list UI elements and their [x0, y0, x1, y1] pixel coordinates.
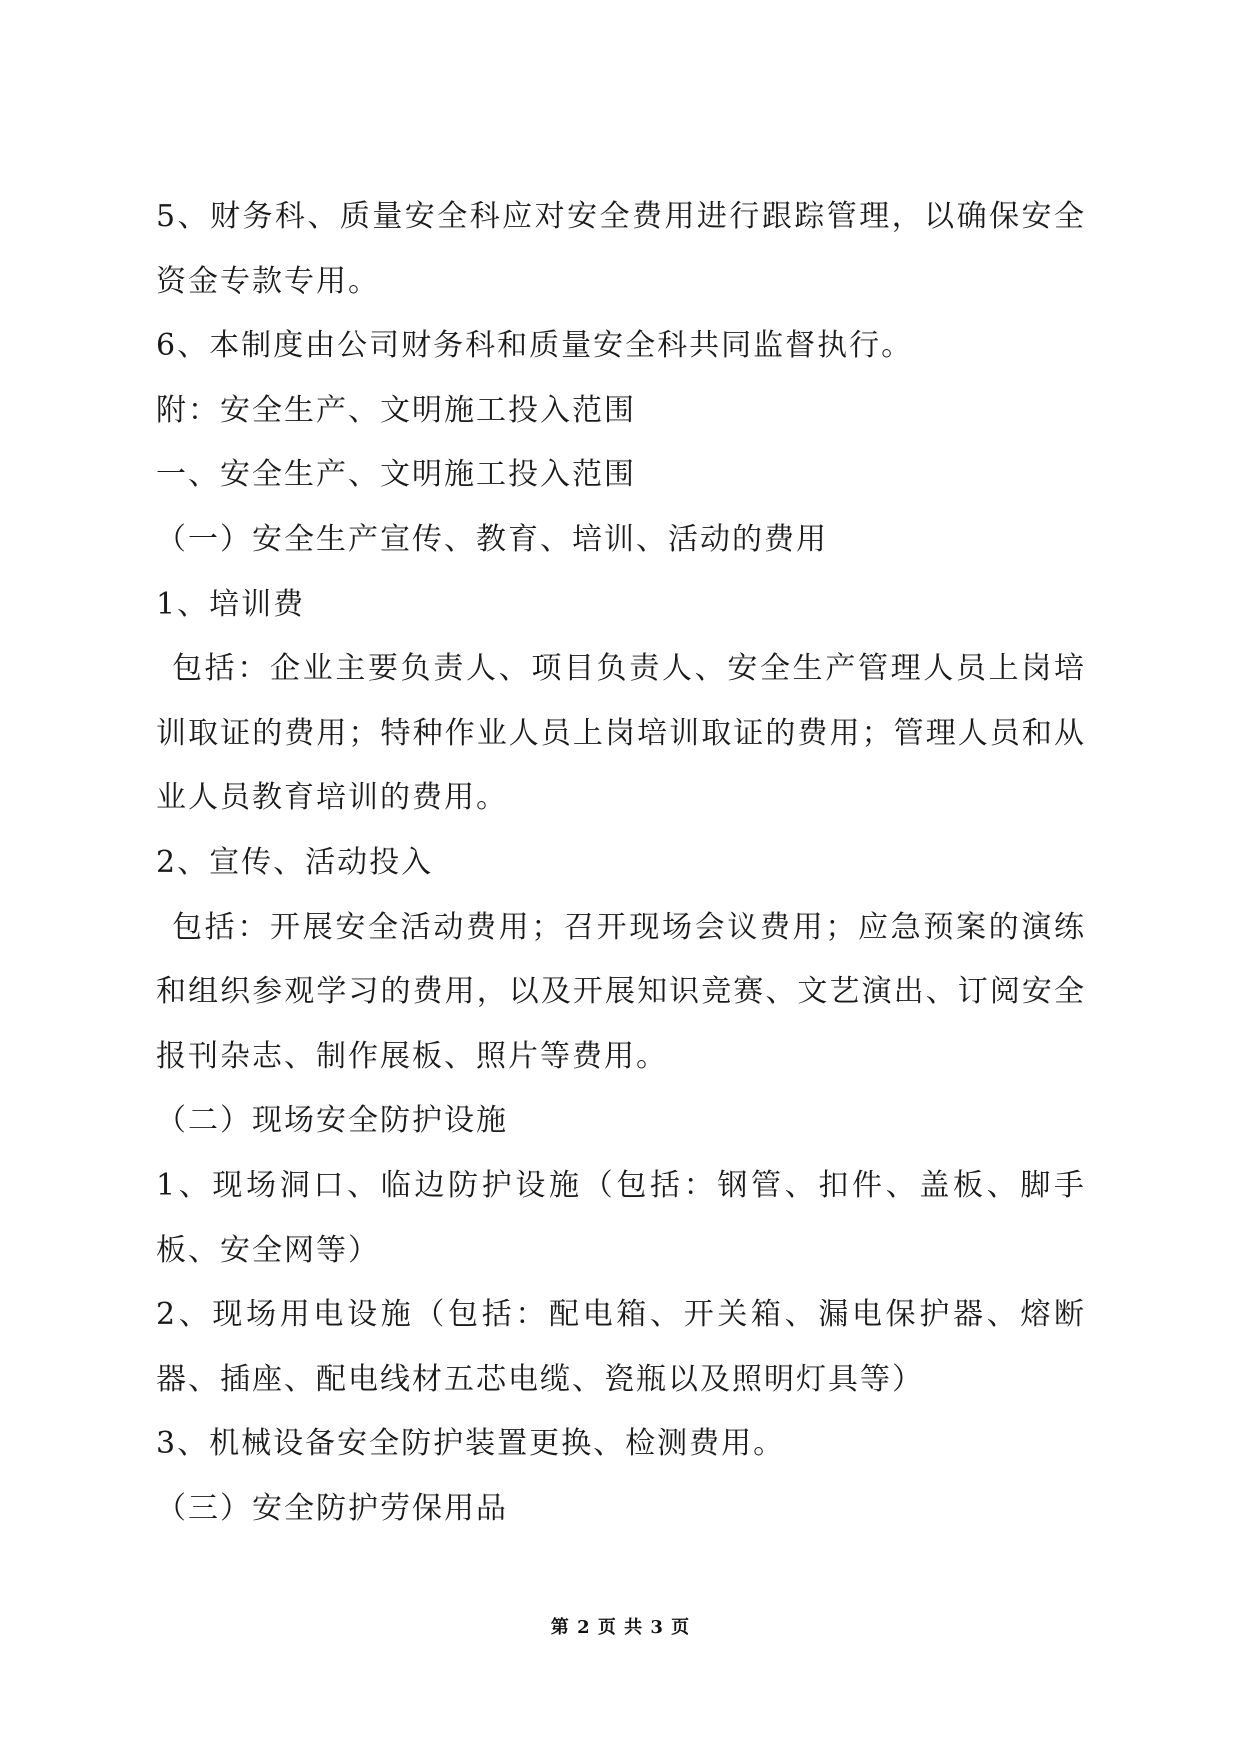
paragraph-training-fee-detail: 包括：企业主要负责人、项目负责人、安全生产管理人员上岗培训取证的费用；特种作业人员上岗培训取证的费用；管理人员和从业人员教育培训的费用。	[156, 651, 1086, 816]
paragraph-promotion-detail: 包括：开展安全活动费用；召开现场会议费用；应急预案的演练和组织参观学习的费用，以及开展知识竞赛、文艺演出、订阅安全报刊杂志、制作展板、照片等费用。	[156, 909, 1086, 1074]
paragraph-item-6: 6、本制度由公司财务科和质量安全科共同监督执行。	[156, 328, 914, 364]
item-training-fee: 1、培训费	[156, 586, 306, 622]
document-body	[156, 185, 1086, 1541]
appendix-title: 附：安全生产、文明施工投入范围	[156, 392, 636, 428]
subsection-heading-1: （一）安全生产宣传、教育、培训、活动的费用	[156, 521, 828, 557]
subsection-heading-3: （三）安全防护劳保用品	[156, 1490, 508, 1526]
item-promotion-activities: 2、宣传、活动投入	[156, 844, 434, 880]
item-machinery-protection: 3、机械设备安全防护装置更换、检测费用。	[156, 1426, 786, 1462]
item-opening-protection: 1、现场洞口、临边防护设施（包括：钢管、扣件、盖板、脚手板、安全网等）	[156, 1167, 1086, 1268]
item-electrical-facilities: 2、现场用电设施（包括：配电箱、开关箱、漏电保护器、熔断器、插座、配电线材五芯电缆、瓷瓶以及照明灯具等）	[156, 1297, 1086, 1397]
subsection-heading-2: （二）现场安全防护设施	[156, 1103, 508, 1139]
section-heading-1: 一、安全生产、文明施工投入范围	[156, 457, 636, 493]
page-number-footer: 第 2 页 共 3 页	[550, 1617, 691, 1638]
paragraph-item-5: 5、财务科、质量安全科应对安全费用进行跟踪管理，以确保安全资金专款专用。	[156, 199, 1086, 299]
